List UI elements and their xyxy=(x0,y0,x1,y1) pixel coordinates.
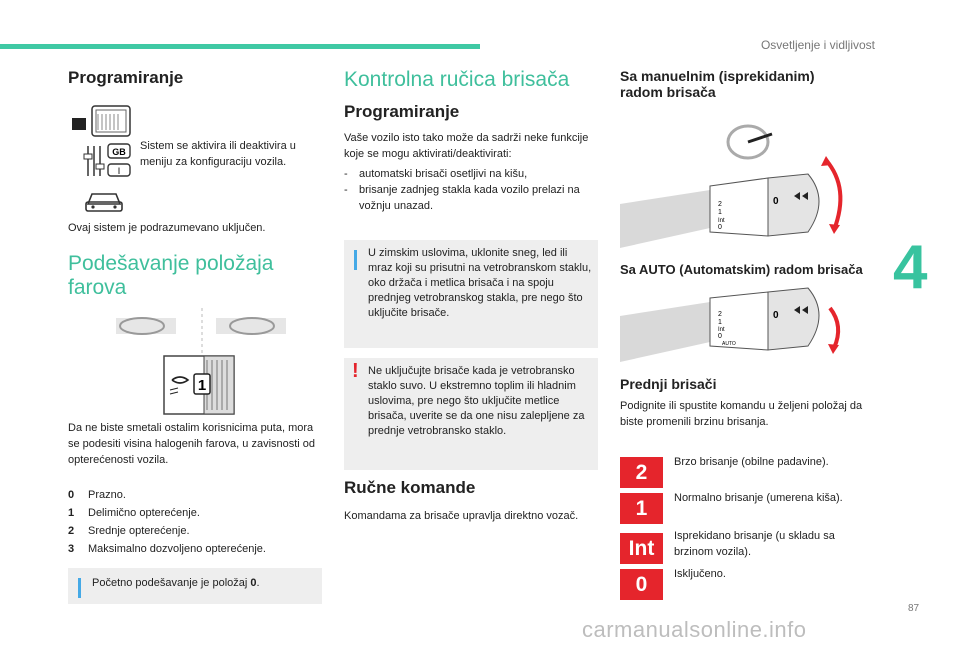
info-icon xyxy=(354,250,357,270)
winter-note: U zimskim uslovima, uklonite sneg, led ili mraz koji su prisutni na vetrobranskom staklu, oko držača i metlica brisača i na spoju prednjeg vetrobranskog stakla, pre nego što uključite brisače. xyxy=(344,240,598,348)
chapter-number: 4 xyxy=(893,233,928,302)
load-list xyxy=(68,486,323,558)
speed-badge-int: Int xyxy=(620,533,663,564)
speed-text-0: Isključeno. xyxy=(674,568,726,580)
gb-label: GB xyxy=(112,147,126,157)
left-prog-text: Sistem se aktivira ili deaktivira u meniju za konfiguraciju vozila. xyxy=(140,140,296,168)
watermark: carmanualsonline.info xyxy=(582,617,807,642)
list-item: 0 Prazno. xyxy=(68,489,126,501)
headlight-dial-icon xyxy=(164,356,234,414)
wiper-stalk-manual-illustration xyxy=(618,120,858,250)
list-item: - brisanje zadnjeg stakla kada vozilo prelazi na vožnju unazad. xyxy=(344,182,594,214)
wiper-title: Kontrolna ručica brisača xyxy=(344,68,570,91)
svg-text:Int: Int xyxy=(718,327,725,333)
speed-badge-0: 0 xyxy=(620,569,663,600)
page-number: 87 xyxy=(908,603,920,614)
front-wipers-text: Podignite ili spustite komandu u željeni položaj da biste promenili brzinu brisanja. xyxy=(620,400,863,428)
svg-text:I: I xyxy=(117,166,121,176)
list-item: 2 Srednje opterećenje. xyxy=(68,525,190,537)
car-icon xyxy=(86,194,122,211)
list-item: 3 Maksimalno dozvoljeno opterećenje. xyxy=(68,543,266,555)
speed-text-2: Brzo brisanje (obilne padavine). xyxy=(674,456,829,468)
svg-text:0: 0 xyxy=(773,196,779,207)
wiper-stalk-auto-illustration xyxy=(618,284,858,364)
dial-label: 1 xyxy=(197,377,207,394)
settings-sliders-icon xyxy=(84,144,130,176)
info-icon xyxy=(78,578,81,598)
config-icons xyxy=(70,104,134,216)
left-title: Programiranje xyxy=(68,68,184,87)
wiper-feature-list xyxy=(344,166,594,214)
speed-text-int: Isprekidano brisanje (u skladu sa brzinom vozila). xyxy=(674,530,835,558)
svg-text:0: 0 xyxy=(718,224,722,231)
top-accent-bar xyxy=(0,44,480,49)
headlight-adjust-illustration xyxy=(112,308,292,416)
svg-text:AUTO: AUTO xyxy=(722,341,736,347)
manual-controls-text: Komandama za brisače upravlja direktno vozač. xyxy=(344,510,579,522)
svg-text:Int: Int xyxy=(718,218,725,224)
adjust-title: Podešavanje položaja farova xyxy=(68,252,274,299)
initial-setting-note: Početno podešavanje je položaj 0. xyxy=(68,568,322,604)
warning-icon: ! xyxy=(352,360,359,382)
svg-text:1: 1 xyxy=(718,209,722,216)
svg-text:2: 2 xyxy=(718,311,722,318)
svg-text:0: 0 xyxy=(773,310,779,321)
front-wipers-title: Prednji brisači xyxy=(620,376,717,392)
dry-warning-note: ! Ne uključujte brisače kada je vetrobransko staklo suvo. U ekstremno toplim ili hladnim uslovima, pre nego što uključite metlice brisača, uverite se da one nisu zalepljene za prednje vetrobransko staklo. xyxy=(344,358,598,470)
wiper-prog-text: Vaše vozilo isto tako može da sadrži neke funkcije koje se mogu aktivirati/deaktivirati: xyxy=(344,132,589,160)
steering-wheel-icon xyxy=(728,126,772,158)
screen-icon xyxy=(72,106,130,136)
section-title: Osvetljenje i vidljivost xyxy=(760,38,875,52)
list-item: - automatski brisači osetljivi na kišu, xyxy=(344,166,594,182)
svg-text:0: 0 xyxy=(718,333,722,340)
down-arrow-icon xyxy=(830,308,838,348)
list-item: 1 Delimično opterećenje. xyxy=(68,507,200,519)
speed-badge-1: 1 xyxy=(620,493,663,524)
svg-text:2: 2 xyxy=(718,201,722,208)
wiper-prog-title: Programiranje xyxy=(344,102,460,121)
speed-text-1: Normalno brisanje (umerena kiša). xyxy=(674,492,843,504)
manual-controls-title: Ručne komande xyxy=(344,478,476,497)
svg-text:1: 1 xyxy=(718,319,722,326)
left-default-text: Ovaj sistem je podrazumevano uključen. xyxy=(68,222,266,234)
adjust-desc: Da ne biste smetali ostalim korisnicima puta, mora se podesiti visina halogenih farova, u zavisnosti od opterećenosti vozila. xyxy=(68,422,316,466)
manual-mode-title: Sa manuelnim (isprekidanim) radom brisača xyxy=(620,68,815,100)
up-down-arrow-icon xyxy=(826,160,840,230)
auto-mode-title: Sa AUTO (Automatskim) radom brisača xyxy=(620,262,863,277)
speed-badge-2: 2 xyxy=(620,457,663,488)
